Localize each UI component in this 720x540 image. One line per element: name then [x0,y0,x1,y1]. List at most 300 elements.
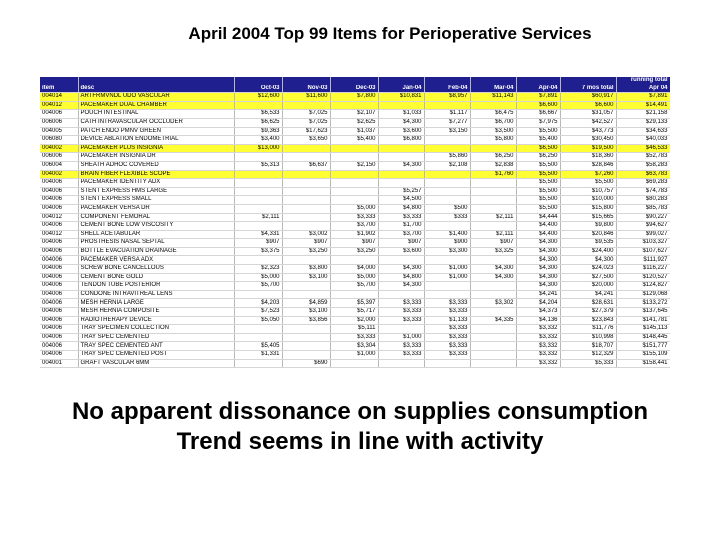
cell-dec-03: $2,107 [330,110,378,119]
cell-item: 004006 [40,179,78,188]
cell-running-total: $129,068 [616,290,670,299]
cell-mar-04 [470,359,516,368]
cell-nov-03: $3,800 [282,265,330,274]
cell-jan-04: $4,300 [378,161,424,170]
cell-feb-04: $3,333 [424,299,470,308]
cell-nov-03 [282,144,330,153]
cell-apr-04: $4,300 [516,273,560,282]
cell-nov-03: $4,859 [282,299,330,308]
cell-running-total: $52,783 [616,153,670,162]
cell-feb-04: $2,108 [424,161,470,170]
cell-7-mos-total: $18,360 [560,153,616,162]
cell-dec-03: $3,304 [330,342,378,351]
cell-apr-04: $3,332 [516,359,560,368]
cell-7-mos-total: $18,707 [560,342,616,351]
cell-7-mos-total: $20,000 [560,282,616,291]
cell-feb-04: $8,957 [424,93,470,102]
cell-running-total: $107,627 [616,247,670,256]
cell-mar-04 [470,290,516,299]
cell-apr-04: $4,241 [516,290,560,299]
cell-desc: CEMENT BONE GOLD [78,273,234,282]
cell-desc: STENT EXPRESS HMS LARGE [78,187,234,196]
cell-apr-04: $3,332 [516,342,560,351]
cell-desc: MESH HERNIA COMPOSITE [78,308,234,317]
cell-oct-03 [234,204,282,213]
cell-feb-04: $3,300 [424,247,470,256]
cell-apr-04: $4,300 [516,282,560,291]
cell-desc: BOTTLE EVACUATION DRAINAGE [78,247,234,256]
cell-dec-03 [330,187,378,196]
cell-oct-03: $4,331 [234,230,282,239]
cell-feb-04: $500 [424,204,470,213]
cell-oct-03: $2,111 [234,213,282,222]
cell-running-total: $85,783 [616,204,670,213]
cell-running-total: $46,533 [616,144,670,153]
table-row [40,230,670,239]
cell-oct-03: $6,625 [234,118,282,127]
cell-oct-03: $5,700 [234,282,282,291]
cell-7-mos-total: $31,057 [560,110,616,119]
cell-7-mos-total: $12,329 [560,351,616,360]
cell-apr-04: $5,400 [516,136,560,145]
cell-dec-03 [330,196,378,205]
cell-oct-03: $6,533 [234,110,282,119]
cell-7-mos-total: $28,846 [560,161,616,170]
cell-mar-04 [470,333,516,342]
cell-item: 004006 [40,290,78,299]
cell-feb-04: $3,333 [424,333,470,342]
table-row [40,342,670,351]
cell-jan-04: $1,033 [378,110,424,119]
cell-oct-03: $5,313 [234,161,282,170]
table-row [40,127,670,136]
cell-jan-04: $10,831 [378,93,424,102]
cell-7-mos-total: $10,998 [560,333,616,342]
cell-7-mos-total: $30,450 [560,136,616,145]
cell-oct-03: $9,363 [234,127,282,136]
col-header-7-mos-total: 7 mos total [560,85,616,93]
cell-apr-04: $4,300 [516,256,560,265]
cell-7-mos-total: $43,773 [560,127,616,136]
cell-nov-03 [282,179,330,188]
cell-running-total: $116,227 [616,265,670,274]
cell-feb-04 [424,170,470,179]
cell-oct-03: $3,400 [234,136,282,145]
cell-jan-04 [378,144,424,153]
cell-desc: CEMENT BONE LOW VISCOSITY [78,222,234,231]
cell-oct-03: $5,050 [234,316,282,325]
cell-oct-03 [234,101,282,110]
cell-dec-03: $4,000 [330,265,378,274]
cell-7-mos-total: $4,241 [560,290,616,299]
cell-mar-04: $6,250 [470,153,516,162]
cell-dec-03: $3,700 [330,222,378,231]
cell-mar-04 [470,351,516,360]
cell-dec-03: $1,000 [330,351,378,360]
cell-apr-04: $5,500 [516,170,560,179]
cell-feb-04: $3,150 [424,127,470,136]
cell-feb-04 [424,179,470,188]
cell-nov-03 [282,282,330,291]
cell-item: 004001 [40,359,78,368]
cell-running-total: $148,445 [616,333,670,342]
cell-feb-04 [424,144,470,153]
cell-nov-03: $11,600 [282,93,330,102]
cell-jan-04: $4,300 [378,265,424,274]
cell-apr-04: $4,136 [516,316,560,325]
cell-running-total: $120,527 [616,273,670,282]
cell-nov-03 [282,196,330,205]
cell-nov-03: $907 [282,239,330,248]
cell-oct-03 [234,325,282,334]
cell-7-mos-total: $42,527 [560,118,616,127]
cell-jan-04: $3,700 [378,230,424,239]
cell-7-mos-total: $24,400 [560,247,616,256]
cell-desc: PACEMAKER IDENTITY ADX [78,179,234,188]
cell-7-mos-total: $27,379 [560,308,616,317]
cell-dec-03 [330,101,378,110]
cell-desc: TENDON TUBE POSTERIOR [78,282,234,291]
cell-dec-03: $3,333 [330,333,378,342]
cell-jan-04: $3,333 [378,351,424,360]
col-header-mar-04: Mar-04 [470,85,516,93]
col-header-jan-04: Jan-04 [378,85,424,93]
cell-jan-04 [378,359,424,368]
cell-running-total: $7,891 [616,93,670,102]
cell-dec-03: $3,250 [330,247,378,256]
cell-running-total: $14,491 [616,101,670,110]
cell-feb-04: $3,333 [424,308,470,317]
cell-feb-04: $3,333 [424,351,470,360]
cell-mar-04: $6,475 [470,110,516,119]
cell-desc: MESH HERNIA LARGE [78,299,234,308]
cell-apr-04: $5,500 [516,196,560,205]
cell-jan-04: $4,800 [378,273,424,282]
cell-item: 004006 [40,333,78,342]
cell-7-mos-total: $9,800 [560,222,616,231]
cell-desc: SHELL ACETABULAR [78,230,234,239]
cell-apr-04: $4,373 [516,308,560,317]
cell-feb-04 [424,187,470,196]
caption [0,397,720,457]
header-top-row [40,77,670,85]
cell-feb-04 [424,222,470,231]
cell-nov-03: $3,650 [282,136,330,145]
table-row [40,273,670,282]
cell-oct-03 [234,153,282,162]
cell-nov-03 [282,290,330,299]
cell-running-total: $155,109 [616,351,670,360]
cell-item: 004006 [40,204,78,213]
cell-desc: TRAY SPEC CEMENTED ANT [78,342,234,351]
cell-item: 006006 [40,118,78,127]
table-row [40,282,670,291]
cell-running-total: $69,283 [616,179,670,188]
cell-feb-04: $900 [424,239,470,248]
cell-nov-03 [282,187,330,196]
cell-oct-03: $907 [234,239,282,248]
cell-mar-04 [470,179,516,188]
cell-apr-04: $4,444 [516,213,560,222]
cell-nov-03 [282,204,330,213]
cell-nov-03 [282,222,330,231]
cell-running-total: $34,633 [616,127,670,136]
cell-running-total: $58,283 [616,161,670,170]
cell-dec-03 [330,144,378,153]
cell-dec-03 [330,256,378,265]
cell-running-total: $40,033 [616,136,670,145]
cell-item: 004006 [40,222,78,231]
cell-item: 004002 [40,170,78,179]
cell-nov-03: $3,100 [282,273,330,282]
cell-jan-04 [378,290,424,299]
cell-nov-03: $17,623 [282,127,330,136]
cell-dec-03: $5,111 [330,325,378,334]
cell-oct-03: $2,323 [234,265,282,274]
cell-jan-04: $3,333 [378,308,424,317]
table-body [40,93,670,368]
cell-7-mos-total: $60,917 [560,93,616,102]
cell-7-mos-total: $15,800 [560,204,616,213]
cell-running-total: $74,783 [616,187,670,196]
cell-desc: GRAFT VASCULAR 6MM [78,359,234,368]
cell-apr-04: $4,300 [516,239,560,248]
cell-oct-03: $7,523 [234,308,282,317]
table-row [40,93,670,102]
cell-item: 004006 [40,316,78,325]
cell-nov-03: $6,637 [282,161,330,170]
cell-nov-03 [282,256,330,265]
cell-item: 004006 [40,196,78,205]
cell-item: 004006 [40,342,78,351]
cell-feb-04: $1,117 [424,110,470,119]
caption-line-1: No apparent dissonance on supplies consumption [71,398,649,425]
cell-apr-04: $5,500 [516,161,560,170]
cell-mar-04: $2,111 [470,213,516,222]
cell-oct-03 [234,222,282,231]
cell-apr-04: $6,600 [516,101,560,110]
cell-dec-03: $907 [330,239,378,248]
cell-nov-03 [282,153,330,162]
cell-nov-03: $7,025 [282,118,330,127]
cell-dec-03: $2,150 [330,161,378,170]
col-header-running-apr-04: Apr 04 [616,85,670,93]
col-header-item: item [40,85,78,93]
cell-nov-03 [282,333,330,342]
cell-dec-03: $7,800 [330,93,378,102]
cell-item: 004006 [40,351,78,360]
cell-apr-04: $4,300 [516,265,560,274]
cell-dec-03: $2,000 [330,316,378,325]
cell-item: 004005 [40,127,78,136]
cell-mar-04 [470,101,516,110]
cell-mar-04 [470,222,516,231]
table-row [40,359,670,368]
cell-feb-04 [424,101,470,110]
table-row [40,153,670,162]
cell-oct-03: $1,331 [234,351,282,360]
cell-oct-03: $4,203 [234,299,282,308]
cell-jan-04 [378,170,424,179]
cell-nov-03: $3,002 [282,230,330,239]
cell-7-mos-total: $9,535 [560,239,616,248]
cell-running-total: $151,777 [616,342,670,351]
cell-7-mos-total: $27,500 [560,273,616,282]
cell-desc: PACEMAKER VERSA ADX [78,256,234,265]
cell-mar-04 [470,204,516,213]
cell-dec-03: $5,700 [330,282,378,291]
cell-nov-03: $3,250 [282,247,330,256]
cell-desc: CATH INTRAVASCULAR OCCLUDER [78,118,234,127]
table-header [40,77,670,93]
cell-mar-04: $2,838 [470,161,516,170]
cell-dec-03 [330,153,378,162]
cell-oct-03 [234,256,282,265]
cell-jan-04: $3,333 [378,342,424,351]
table-row [40,247,670,256]
cell-jan-04: $3,333 [378,299,424,308]
cell-desc: PACEMAKER DUAL CHAMBER [78,101,234,110]
cell-item: 004006 [40,282,78,291]
cell-running-total: $99,027 [616,230,670,239]
cell-nov-03 [282,351,330,360]
cell-jan-04: $4,800 [378,204,424,213]
cell-jan-04: $4,300 [378,282,424,291]
cell-feb-04: $1,000 [424,265,470,274]
cell-7-mos-total: $23,843 [560,316,616,325]
cell-dec-03: $5,400 [330,136,378,145]
table-row [40,144,670,153]
table-row [40,170,670,179]
cell-mar-04 [470,196,516,205]
cell-jan-04: $1,000 [378,333,424,342]
cell-apr-04: $7,975 [516,118,560,127]
cell-nov-03: $3,100 [282,308,330,317]
cell-dec-03: $5,717 [330,308,378,317]
table-row [40,239,670,248]
cell-jan-04: $3,333 [378,316,424,325]
cell-apr-04: $4,300 [516,247,560,256]
cell-item: 004006 [40,299,78,308]
cell-nov-03 [282,342,330,351]
cell-mar-04 [470,282,516,291]
col-header-feb-04: Feb-04 [424,85,470,93]
cell-feb-04: $1,000 [424,273,470,282]
table-row [40,333,670,342]
table-row [40,265,670,274]
cell-feb-04: $333 [424,213,470,222]
caption-line-2: Trend seems in line with activity [176,428,544,455]
cell-running-total: $158,441 [616,359,670,368]
cell-apr-04: $3,332 [516,325,560,334]
header-running-total: running total [616,77,670,85]
top-items-table [40,77,670,368]
cell-desc: TRAY SPEC CEMENTED [78,333,234,342]
table-row [40,308,670,317]
cell-jan-04: $4,300 [378,118,424,127]
cell-running-total: $29,133 [616,118,670,127]
cell-desc: COMPONENT FEMORAL [78,213,234,222]
cell-nov-03 [282,325,330,334]
cell-desc: ARTFRMVNDL UDO VASCULAR [78,93,234,102]
col-header-desc: desc [78,85,234,93]
cell-oct-03: $5,000 [234,273,282,282]
cell-jan-04: $5,257 [378,187,424,196]
cell-apr-04: $4,204 [516,299,560,308]
cell-dec-03: $1,037 [330,127,378,136]
cell-7-mos-total: $20,846 [560,230,616,239]
col-header-dec-03: Dec-03 [330,85,378,93]
cell-apr-04: $5,500 [516,127,560,136]
cell-item: 004006 [40,325,78,334]
cell-feb-04: $3,333 [424,342,470,351]
cell-mar-04: $4,300 [470,273,516,282]
cell-mar-04: $3,500 [470,127,516,136]
cell-item: 006006 [40,153,78,162]
cell-apr-04: $4,400 [516,230,560,239]
cell-item: 004006 [40,265,78,274]
cell-mar-04 [470,256,516,265]
cell-jan-04: $6,800 [378,136,424,145]
cell-dec-03: $5,000 [330,204,378,213]
cell-jan-04 [378,179,424,188]
cell-running-total: $103,327 [616,239,670,248]
table-row [40,161,670,170]
col-header-nov-03: Nov-03 [282,85,330,93]
cell-7-mos-total: $28,631 [560,299,616,308]
cell-jan-04: $3,333 [378,213,424,222]
cell-jan-04: $907 [378,239,424,248]
cell-item: 004006 [40,239,78,248]
table-row [40,196,670,205]
cell-desc: TRAY SPECIMEN COLLECTION [78,325,234,334]
cell-feb-04: $7,277 [424,118,470,127]
cell-feb-04 [424,282,470,291]
cell-oct-03 [234,179,282,188]
cell-dec-03 [330,170,378,179]
cell-nov-03 [282,101,330,110]
cell-desc: SHEATH ADHOC COVERED [78,161,234,170]
cell-desc: TRAY SPEC CEMENTED POST [78,351,234,360]
cell-apr-04: $6,250 [516,153,560,162]
cell-mar-04: $4,300 [470,265,516,274]
cell-apr-04: $5,500 [516,204,560,213]
cell-item: 006080 [40,136,78,145]
page-title: April 2004 Top 99 Items for Perioperative Services [188,24,592,43]
cell-item: 004012 [40,213,78,222]
cell-desc: CONDONE INTRAVITREAL LENS [78,290,234,299]
cell-desc: DEVICE ABLATION ENDOMETRIAL [78,136,234,145]
cell-item: 004012 [40,101,78,110]
table-row [40,179,670,188]
cell-oct-03 [234,170,282,179]
table-row [40,325,670,334]
cell-jan-04: $1,700 [378,222,424,231]
cell-nov-03: $7,025 [282,110,330,119]
cell-jan-04: $4,500 [378,196,424,205]
table-row [40,213,670,222]
cell-mar-04: $3,302 [470,299,516,308]
cell-apr-04: $5,500 [516,187,560,196]
cell-dec-03: $3,333 [330,213,378,222]
cell-jan-04 [378,256,424,265]
cell-running-total: $90,227 [616,213,670,222]
cell-nov-03 [282,213,330,222]
cell-mar-04: $5,800 [470,136,516,145]
cell-running-total: $111,927 [616,256,670,265]
cell-nov-03: $690 [282,359,330,368]
cell-oct-03: $5,405 [234,342,282,351]
